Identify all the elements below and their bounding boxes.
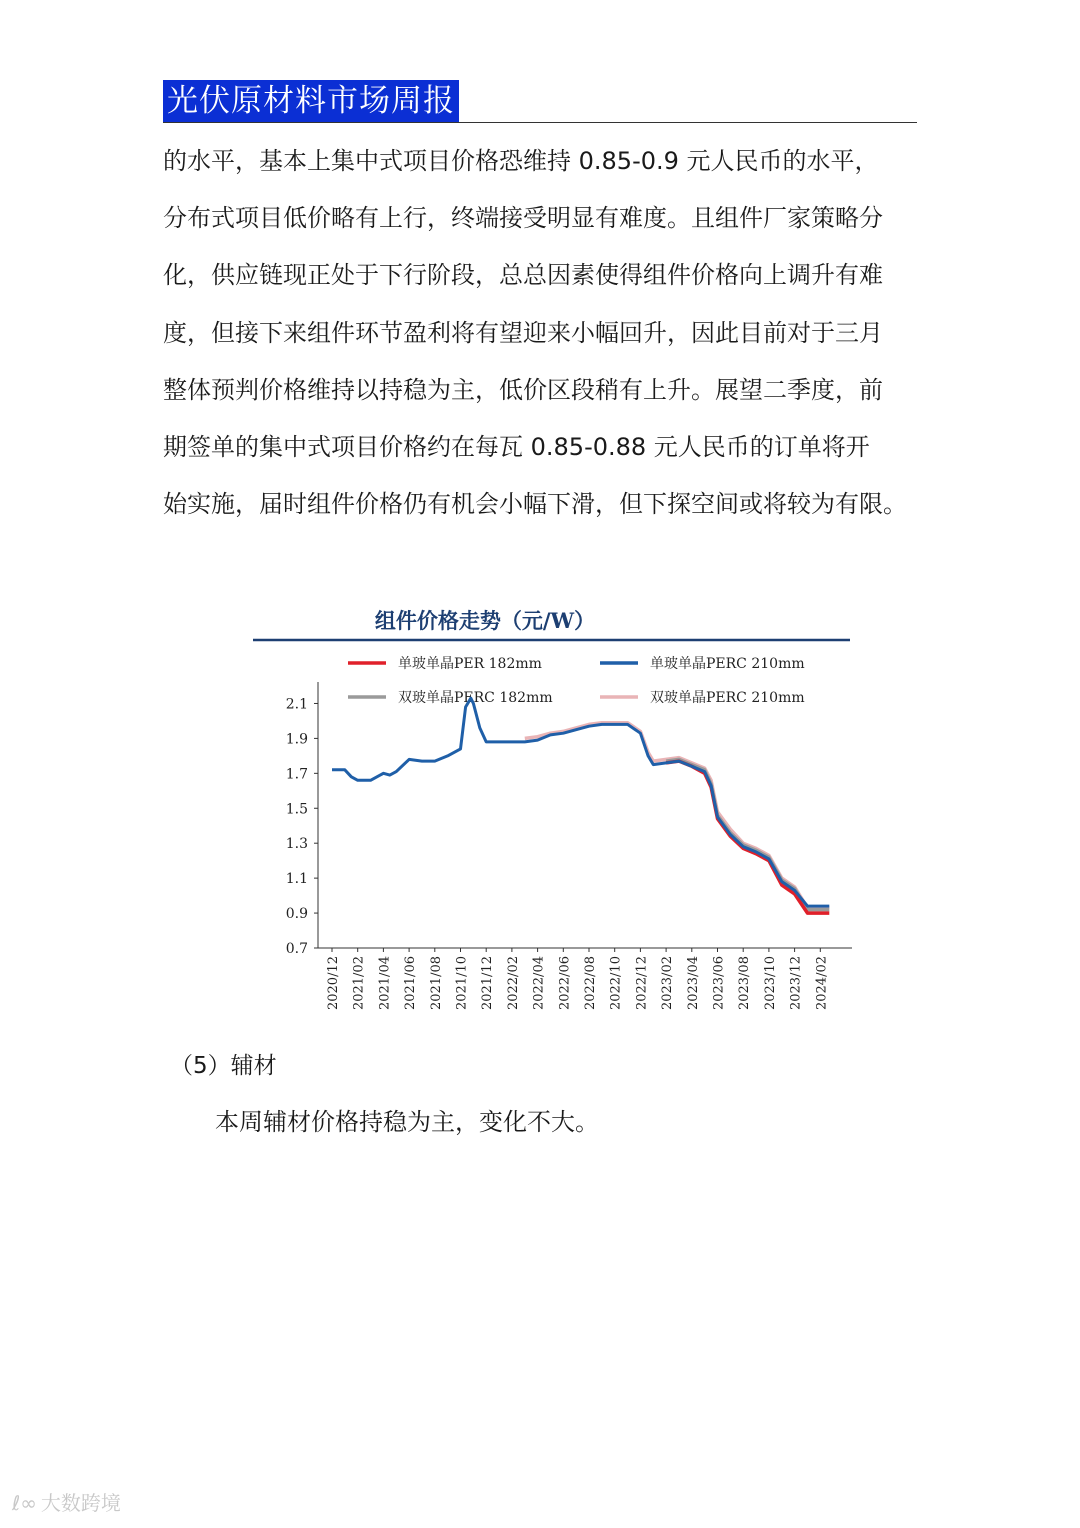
x-tick-label: 2023/06 (711, 956, 727, 1011)
body-paragraph (163, 133, 917, 533)
series-line (666, 759, 829, 909)
y-tick-label: 1.5 (285, 801, 308, 818)
legend-label: 双玻单晶PERC 210mm (650, 690, 805, 706)
y-tick-label: 1.3 (285, 836, 308, 853)
chart-series (332, 698, 829, 913)
section-text: 本周辅材价格持稳为主，变化不大。 (215, 1108, 599, 1136)
x-tick-label: 2022/12 (634, 956, 650, 1011)
y-tick-label: 0.7 (285, 941, 308, 957)
chart-title: 组件价格走势（元/W） (374, 608, 596, 633)
x-tick-label: 2023/12 (788, 956, 804, 1011)
chart-svg (160, 598, 920, 1028)
report-title: 光伏原材料市场周报 (163, 80, 459, 122)
chart-legend (348, 655, 805, 706)
x-tick-label: 2022/02 (505, 956, 521, 1011)
x-tick-label: 2021/10 (454, 956, 470, 1011)
legend-label: 单玻单晶PERC 210mm (650, 656, 805, 672)
x-tick-label: 2021/12 (480, 956, 496, 1011)
series-line (666, 761, 829, 913)
x-tick-label: 2021/02 (351, 956, 367, 1011)
x-tick-label: 2023/02 (660, 956, 676, 1011)
x-tick-label: 2022/04 (531, 956, 547, 1011)
x-tick-label: 2023/10 (762, 956, 778, 1011)
x-tick-label: 2022/06 (557, 956, 573, 1011)
x-tick-label: 2022/08 (583, 956, 598, 1011)
paragraph-line: 分布式项目低价略有上行，终端接受明显有难度。且组件厂家策略分 (163, 204, 883, 233)
x-tick-label: 2020/12 (326, 956, 341, 1011)
footer-watermark (12, 1490, 121, 1516)
paragraph-line: 的水平，基本上集中式项目价格恐维持 0.85-0.9 元人民币的水平， (163, 147, 879, 175)
watermark-logo-icon: ℓ∞ (12, 1491, 37, 1515)
price-trend-chart (160, 598, 920, 1028)
y-tick-label: 1.9 (285, 731, 308, 748)
x-tick-label: 2021/08 (428, 956, 444, 1011)
legend-label: 单玻单晶PER 182mm (398, 656, 542, 672)
x-tick-label: 2023/08 (737, 956, 753, 1011)
paragraph-line: 化，供应链现正处于下行阶段，总总因素使得组件价格向上调升有难 (163, 261, 883, 290)
x-tick-label: 2024/02 (814, 956, 830, 1011)
x-tick-label: 2021/06 (403, 956, 419, 1011)
x-tick-label: 2021/04 (377, 956, 393, 1011)
y-tick-label: 1.1 (285, 871, 308, 888)
y-tick-label: 2.1 (285, 696, 308, 713)
section-heading: （5）辅材 (170, 1053, 277, 1079)
watermark-text: 大数跨境 (40, 1491, 121, 1515)
paragraph-line: 始实施，届时组件价格仍有机会小幅下滑，但下探空间或将较为有限。 (163, 490, 907, 519)
paragraph-line: 整体预判价格维持以持稳为主，低价区段稍有上升。展望二季度，前 (163, 375, 883, 404)
series-line (332, 698, 829, 906)
legend-label: 双玻单晶PERC 182mm (398, 690, 553, 706)
y-tick-label: 0.9 (285, 906, 308, 923)
header-divider (163, 122, 917, 123)
y-tick-label: 1.7 (285, 766, 308, 783)
x-tick-label: 2023/04 (685, 956, 701, 1011)
paragraph-line: 期签单的集中式项目价格约在每瓦 0.85-0.88 元人民币的订单将开 (163, 433, 870, 462)
paragraph-line: 度，但接下来组件环节盈利将有望迎来小幅回升，因此目前对于三月 (163, 318, 883, 347)
x-tick-label: 2022/10 (608, 956, 624, 1011)
